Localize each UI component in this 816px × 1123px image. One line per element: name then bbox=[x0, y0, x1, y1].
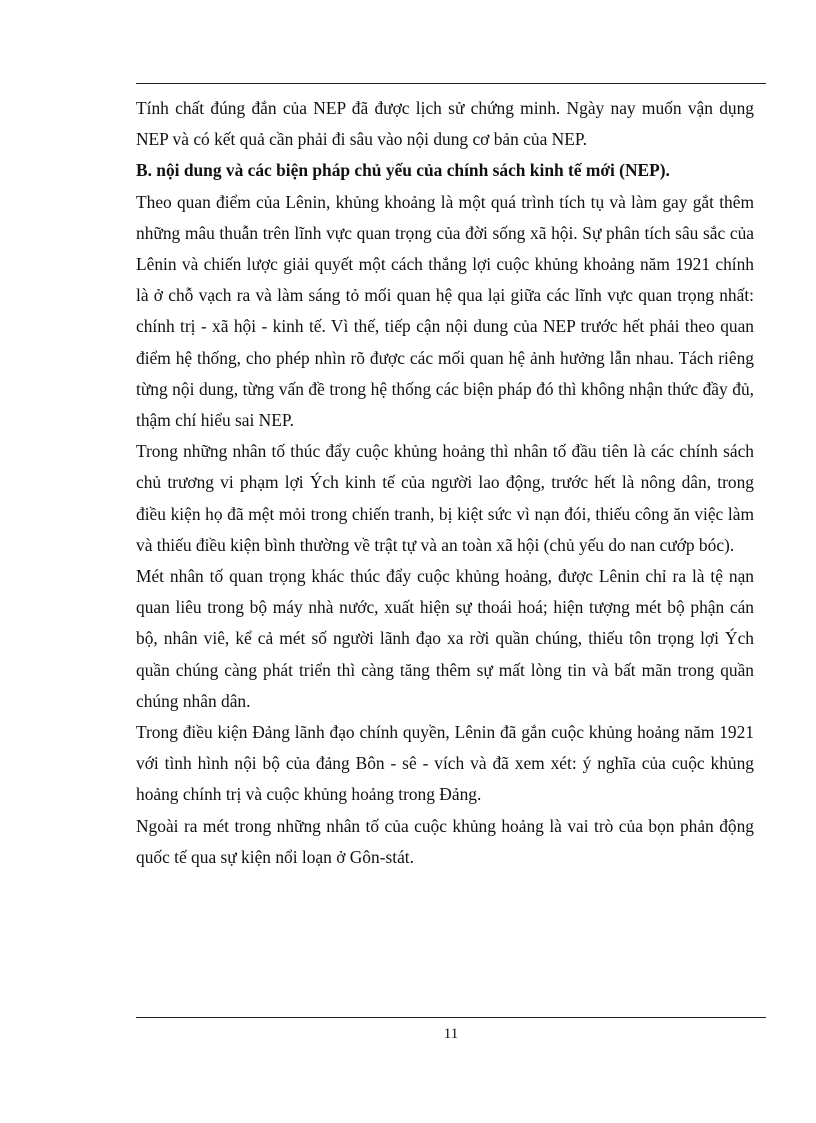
document-body bbox=[136, 93, 754, 873]
paragraph-reactionaries: Ngoài ra mét trong những nhân tố của cuộc khủng hoảng là vai trò của bọn phản động quốc tế qua sự kiện nổi loạn ở Gôn-stát. bbox=[136, 815, 754, 867]
paragraph-first-factor: Trong những nhân tố thúc đẩy cuộc khủng hoảng thì nhân tố đầu tiên là các chính sách chủ trương vi phạm lợi Ých kinh tế của người lao động, trước hết là nông dân, trong điều kiện họ đã mệt mỏi trong chiến tranh, bị kiệt sức vì nạn đói, thiếu công ăn việc làm và thiếu điều kiện bình thường về trật tự và an toàn xã hội (chủ yếu do nan cướp bóc). bbox=[136, 441, 754, 555]
paragraph-lenin-view: Theo quan điểm của Lênin, khủng khoảng là một quá trình tích tụ và làm gay gắt thêm những mâu thuẫn trên lĩnh vực quan trọng của đời sống xã hội. Sự phân tích sâu sắc của Lênin và chiến lược giải quyết một cách thắng lợi cuộc khủng khoảng năm 1921 chính là ở chỗ vạch ra và làm sáng tỏ mối quan hệ qua lại giữa các lĩnh vực quan trọng nhất: chính trị - xã hội - kinh tế. Vì thế, tiếp cận nội dung của NEP trước hết phải theo quan điểm hệ thống, cho phép nhìn rõ được các mối quan hệ ảnh hưởng lẫn nhau. Tách riêng từng nội dung, từng vấn đề trong hệ thống các biện pháp đó thì không nhận thức đầy đủ, thậm chí hiểu sai NEP. bbox=[136, 191, 754, 431]
page-number: 11 bbox=[443, 1026, 459, 1042]
paragraph-party-crisis: Trong điều kiện Đảng lãnh đạo chính quyền, Lênin đã gắn cuộc khủng hoảng năm 1921 với tình hình nội bộ của đảng Bôn - sê - vích và đã xem xét: ý nghĩa của cuộc khủng hoảng chính trị và cuộc khủng hoảng trong Đảng. bbox=[136, 722, 754, 805]
paragraph-intro: Tính chất đúng đắn của NEP đã được lịch sử chứng minh. Ngày nay muốn vận dụng NEP và có kết quả cần phải đi sâu vào nội dung cơ bản của NEP. bbox=[136, 98, 754, 150]
section-heading: B. nội dung và các biện pháp chủ yếu của chính sách kinh tế mới (NEP). bbox=[136, 160, 670, 181]
paragraph-bureaucracy: Mét nhân tố quan trọng khác thúc đẩy cuộc khủng hoảng, được Lênin chỉ ra là tệ nạn quan liêu trong bộ máy nhà nước, xuất hiện sự thoái hoá; hiện tượng mét bộ phận cán bộ, nhân viê, kể cả mét số người lãnh đạo xa rời quần chúng, thiếu tôn trọng lợi Ých quần chúng càng phát triển thì càng tăng thêm sự mất lòng tin và bất mãn trong quần chúng nhân dân. bbox=[136, 566, 754, 711]
header-rule bbox=[136, 83, 766, 84]
footer-rule bbox=[136, 1017, 766, 1018]
